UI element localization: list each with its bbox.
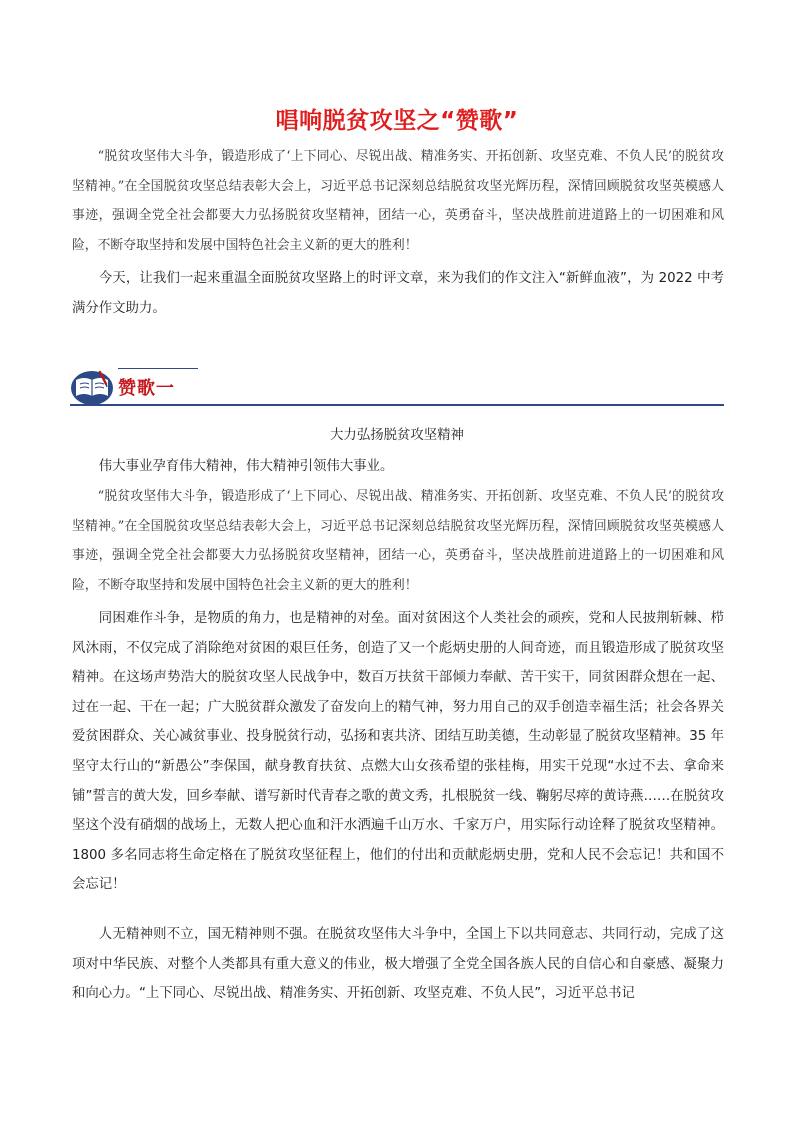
article-lead: 伟大事业孕育伟大精神，伟大精神引领伟大事业。 [98, 459, 394, 474]
section-label: 赞歌一 [118, 378, 175, 399]
article-title: 唱响脱贫攻坚之“赞歌” [275, 108, 519, 134]
article-paragraph-continued: 人无精神则不立，国无精神则不强。在脱贫攻坚伟大斗争中，全国上下以共同意志、共同行动，完成了这项对中华民族、对整个人类都具有重大意义的伟业，极大增强了全党全国各族人民的自信心和自豪感、凝聚力和向心力。“上下同心、尽锐出战、精准务实、开拓创新、攻坚克难、不负人民”，习近平总书记 [72, 927, 724, 1002]
section-divider [70, 404, 724, 406]
intro-paragraph: 今天，让我们一起来重温全面脱贫攻坚路上的时评文章，来为我们的作文注入“新鲜血液”，为 2022 中考满分作文助力。 [72, 271, 724, 316]
intro-quote-paragraph: “脱贫攻坚伟大斗争，锻造形成了‘上下同心、尽锐出战、精准务实、开拓创新、攻坚克难、不负人民’的脱贫攻坚精神。”在全国脱贫攻坚总结表彰大会上，习近平总书记深刻总结脱贫攻坚光辉历程，深情回顾脱贫攻坚英模感人事迹，强调全党全社会都要大力弘扬脱贫攻坚精神，团结一心，英勇奋斗，坚决战胜前进道路上的一切困难和风险，不断夺取坚持和发展中国特色社会主义新的更大的胜利！ [72, 149, 724, 253]
open-book-icon [70, 366, 114, 406]
article-subtitle: 大力弘扬脱贫攻坚精神 [330, 428, 464, 443]
section-top-rule [118, 368, 198, 369]
article-paragraph: 同困难作斗争，是物质的角力，也是精神的对垒。面对贫困这个人类社会的顽疾，党和人民披荆斩棘、栉风沐雨，不仅完成了消除绝对贫困的艰巨任务，创造了又一个彪炳史册的人间奇迹，而且锻造形成了脱贫攻坚精神。在这场声势浩大的脱贫攻坚人民战争中，数百万扶贫干部倾力奉献、苦干实干，同贫困群众想在一起、过在一起、干在一起；广大脱贫群众激发了奋发向上的精气神，努力用自己的双手创造幸福生活；社会各界关爱贫困群众、关心减贫事业、投身脱贫行动，弘扬和衷共济、团结互助美德，生动彰显了脱贫攻坚精神。35 年坚守太行山的“新愚公”李保国，献身教育扶贫、点燃大山女孩希望的张桂梅，用实干兑现“水过不去、拿命来铺”誓言的黄大发，回乡奉献、谱写新时代青春之歌的黄文秀，扎根脱贫一线、鞠躬尽瘁的黄诗燕……在脱贫攻坚这个没有硝烟的战场上，无数人把心血和汗水洒遍千山万水、千家万户，用实际行动诠释了脱贫攻坚精神。1800 多名同志将生命定格在了脱贫攻坚征程上，他们的付出和贡献彪炳史册，党和人民不会忘记！共和国不会忘记！ [72, 611, 724, 893]
section-header [70, 364, 724, 408]
article-quote-paragraph: “脱贫攻坚伟大斗争，锻造形成了‘上下同心、尽锐出战、精准务实、开拓创新、攻坚克难、不负人民’的脱贫攻坚精神。”在全国脱贫攻坚总结表彰大会上，习近平总书记深刻总结脱贫攻坚光辉历程，深情回顾脱贫攻坚英模感人事迹，强调全党全社会都要大力弘扬脱贫攻坚精神，团结一心，英勇奋斗，坚决战胜前进道路上的一切困难和风险，不断夺取坚持和发展中国特色社会主义新的更大的胜利！ [72, 489, 724, 593]
